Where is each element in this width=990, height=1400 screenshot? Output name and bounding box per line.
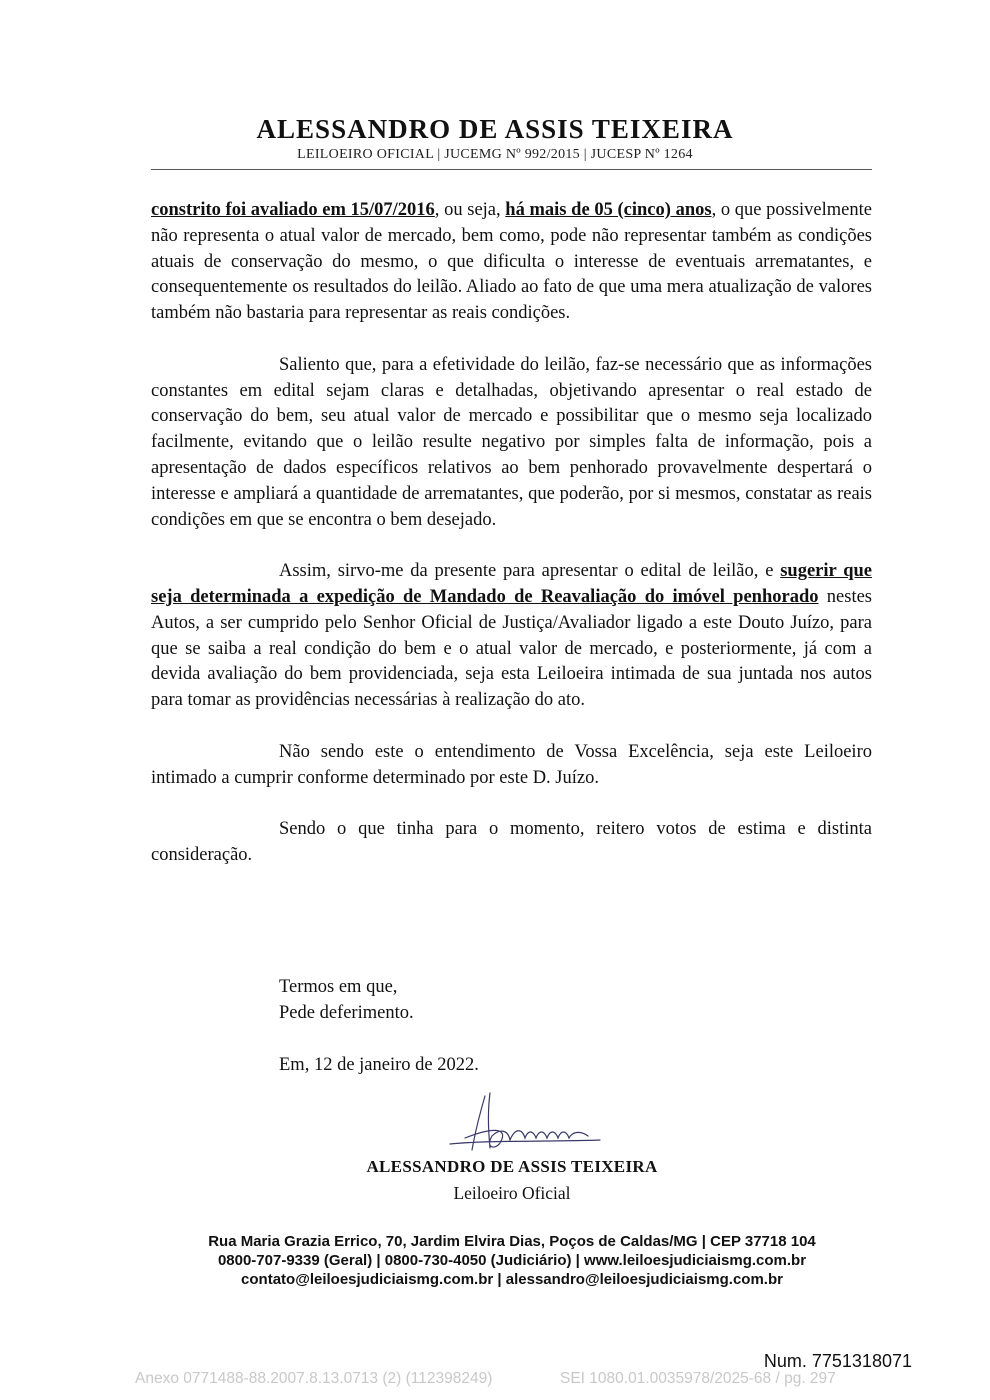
document-number-stamp: Num. 7751318071 <box>763 1351 912 1371</box>
closing-date: Em, 12 de janeiro de 2022. <box>279 1055 479 1075</box>
paragraph-1-text-a: , ou seja, <box>434 200 506 220</box>
highlight-request: sugerir que seja determinada a expedição de Mandado de Reavaliação do imóvel penhorado <box>151 561 873 607</box>
paragraph-1-text-b: , o que possivelmente não representa o atual valor de mercado, bem como, pode não representar também as condições atuais de conservação do mesmo, o que dificulta o interesse de eventuais arrematantes, e consequentemente os resultados do leilão. Aliado ao fato de que uma mera atualização de valores também não bastaria para representar as reais condições. <box>151 200 872 324</box>
footer-emails: contato@leiloesjudiciaismg.com.br | alessandro@leiloesjudiciaismg.com.br <box>241 1271 783 1288</box>
letterhead-divider <box>151 169 872 170</box>
paragraph-4: Não sendo este o entendimento de Vossa Excelência, seja este Leiloeiro intimado a cumprir conforme determinado por este D. Juízo. <box>151 741 872 788</box>
paragraph-3-text-a: Assim, sirvo-me da presente para apresentar o edital de leilão, e <box>279 561 781 582</box>
paragraph-5: Sendo o que tinha para o momento, reitero votos de estima e distinta consideração. <box>151 819 872 865</box>
paragraph-3-text-b: nestes Autos, a ser cumprido pelo Senhor Oficial de Justiça/Avaliador ligado a este Douto Juízo, para que se saiba a real condição do bem e o atual valor de mercado, e posteriormente, já com a devida avaliação do bem providenciada, seja esta Leiloeira intimada de sua juntada nos autos para tomar as providências necessárias à realização do ato. <box>151 586 872 711</box>
signatory-role: Leiloeiro Oficial <box>453 1183 571 1203</box>
letterhead-subtitle: LEILOEIRO OFICIAL | JUCEMG Nº 992/2015 | JUCESP Nº 1264 <box>297 147 693 162</box>
footer-address: Rua Maria Grazia Errico, 70, Jardim Elvira Dias, Poços de Caldas/MG | CEP 37718 104 <box>208 1233 816 1250</box>
highlight-evaluation-date: constrito foi avaliado em 15/07/2016 <box>151 200 435 220</box>
signatory-name: ALESSANDRO DE ASSIS TEIXEIRA <box>366 1157 658 1176</box>
footer-phones: 0800-707-9339 (Geral) | 0800-730-4050 (Judiciário) | www.leiloesjudiciaismg.com.br <box>217 1252 807 1269</box>
annex-reference: Anexo 0771488-88.2007.8.13.0713 (2) (112398249) <box>135 1370 493 1387</box>
paragraph-2: Saliento que, para a efetividade do leilão, faz-se necessário que as informações constantes em edital sejam claras e detalhadas, objetivando apresentar o real estado de conservação do bem, seu atual valor de mercado e possibilitar que o mesmo seja localizado facilmente, evitando que o leilão resulte negativo por simples falta de informação, pois a apresentação de dados específicos relativos ao bem penhorado provavelmente despertará o interesse e ampliará a quantidade de arrematantes, que poderão, por si mesmos, constatar as reais condições em que se encontra o bem desejado. <box>151 354 872 530</box>
closing-line-1: Termos em que, <box>279 977 398 997</box>
paragraph-1 <box>151 198 872 327</box>
paragraph-3 <box>151 559 872 714</box>
letterhead-name: ALESSANDRO DE ASSIS TEIXEIRA <box>256 114 734 144</box>
closing-line-2: Pede deferimento. <box>279 1003 414 1023</box>
sei-reference: SEI 1080.01.0035978/2025-68 / pg. 297 <box>560 1370 836 1387</box>
letter-body <box>151 198 872 869</box>
highlight-years: há mais de 05 (cinco) anos <box>505 200 712 220</box>
handwritten-signature <box>430 1088 620 1158</box>
